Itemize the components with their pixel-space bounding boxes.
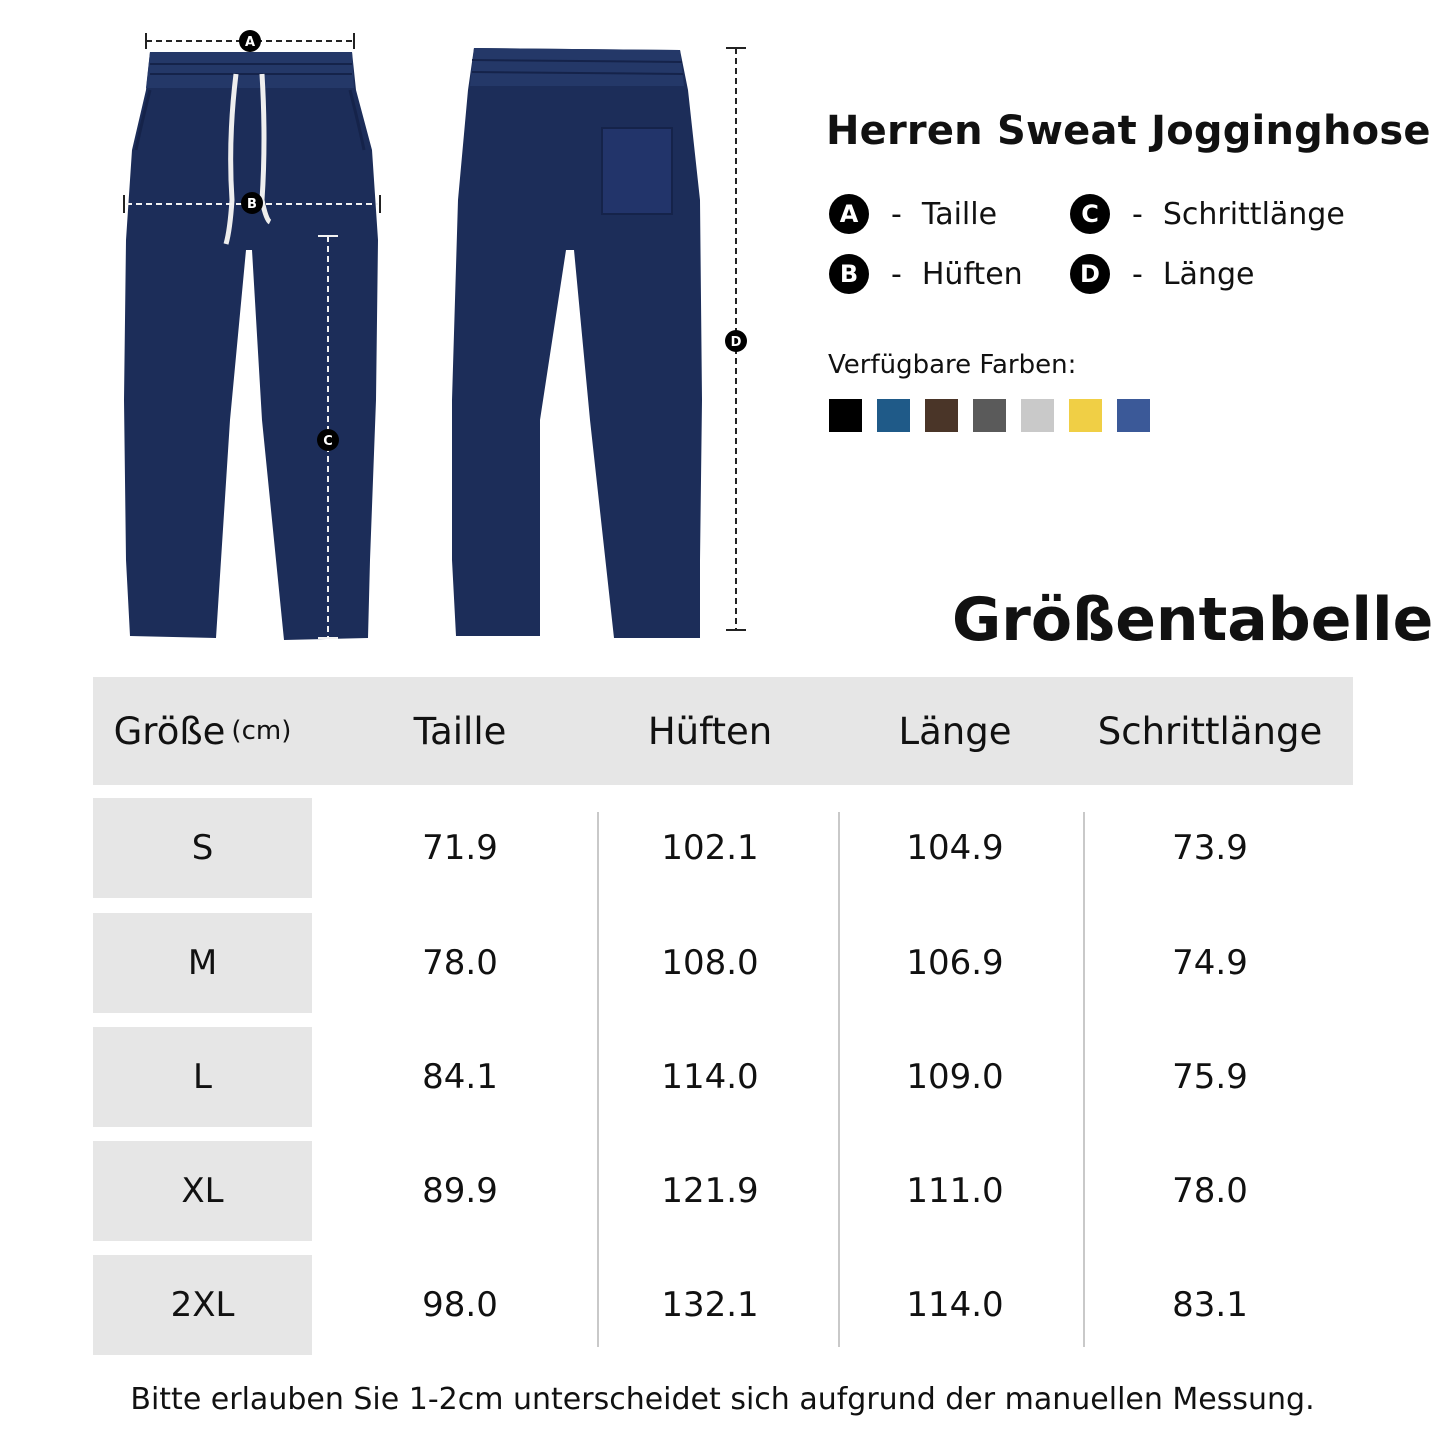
- color-swatch: [829, 399, 862, 432]
- length-value: 106.9: [906, 943, 1004, 983]
- back-pants-image: [452, 48, 702, 638]
- legend-dash: -: [1132, 256, 1143, 292]
- legend-label-b: Hüften: [921, 256, 1023, 292]
- legend-dash: -: [1132, 196, 1143, 232]
- legend-label-c: Schrittlänge: [1162, 196, 1345, 232]
- legend-item-b: [829, 254, 1023, 294]
- length-value: 111.0: [906, 1171, 1004, 1211]
- color-swatch: [973, 399, 1006, 432]
- front-pants-image: [124, 52, 378, 640]
- pants-illustration: [0, 0, 800, 680]
- legend-item-d: [1070, 254, 1254, 294]
- size-chart-title: Größentabelle: [952, 585, 1434, 655]
- length-value: 104.9: [906, 828, 1004, 868]
- color-swatch: [1021, 399, 1054, 432]
- size-cell: XL: [93, 1141, 312, 1241]
- marker-b: [241, 192, 263, 214]
- legend-label-a: Taille: [921, 196, 998, 232]
- color-swatch: [1117, 399, 1150, 432]
- length-value: 114.0: [906, 1285, 1004, 1325]
- inseam-value: 78.0: [1172, 1171, 1248, 1211]
- marker-d: [725, 330, 747, 352]
- legend-label-d: Länge: [1162, 256, 1255, 292]
- available-colors-label: Verfügbare Farben:: [828, 350, 1077, 380]
- legend-dash: -: [891, 196, 902, 232]
- header-inseam: Schrittlänge: [1097, 709, 1323, 753]
- size-cell: M: [93, 913, 312, 1013]
- legend-badge-d: D: [1070, 254, 1110, 294]
- marker-a: [239, 30, 261, 52]
- waist-value: 84.1: [422, 1057, 498, 1097]
- legend-item-a: [829, 194, 997, 234]
- header-size: [93, 677, 312, 785]
- size-cell: S: [93, 798, 312, 898]
- product-title: Herren Sweat Jogginghose: [826, 108, 1431, 154]
- color-swatch: [925, 399, 958, 432]
- legend-badge-a: A: [829, 194, 869, 234]
- size-cell: L: [93, 1027, 312, 1127]
- waist-value: 89.9: [422, 1171, 498, 1211]
- marker-c: [317, 429, 339, 451]
- svg-text:A: A: [244, 35, 256, 50]
- hips-value: 114.0: [661, 1057, 759, 1097]
- header-length: Länge: [898, 709, 1012, 753]
- legend-badge-c: C: [1070, 194, 1110, 234]
- length-value: 109.0: [906, 1057, 1004, 1097]
- waist-value: 78.0: [422, 943, 498, 983]
- header-waist: Taille: [413, 709, 507, 753]
- inseam-value: 75.9: [1172, 1057, 1248, 1097]
- header-unit: (cm): [231, 716, 292, 746]
- size-cell: 2XL: [93, 1255, 312, 1355]
- svg-text:D: D: [730, 335, 742, 350]
- svg-text:C: C: [323, 434, 333, 449]
- inseam-value: 74.9: [1172, 943, 1248, 983]
- hips-value: 132.1: [661, 1285, 759, 1325]
- legend-item-c: [1070, 194, 1345, 234]
- waist-value: 71.9: [422, 828, 498, 868]
- hips-value: 108.0: [661, 943, 759, 983]
- color-swatch: [1069, 399, 1102, 432]
- inseam-value: 83.1: [1172, 1285, 1248, 1325]
- measurement-note: Bitte erlauben Sie 1-2cm unterscheidet sich aufgrund der manuellen Messung.: [130, 1382, 1315, 1417]
- hips-value: 121.9: [661, 1171, 759, 1211]
- svg-text:B: B: [247, 197, 257, 212]
- column-divider: [1083, 812, 1085, 1347]
- waist-value: 98.0: [422, 1285, 498, 1325]
- header-hips: Hüften: [647, 709, 773, 753]
- color-swatch: [877, 399, 910, 432]
- inseam-value: 73.9: [1172, 828, 1248, 868]
- hips-value: 102.1: [661, 828, 759, 868]
- legend-dash: -: [891, 256, 902, 292]
- header-size-label: Größe: [113, 709, 226, 753]
- legend-badge-b: B: [829, 254, 869, 294]
